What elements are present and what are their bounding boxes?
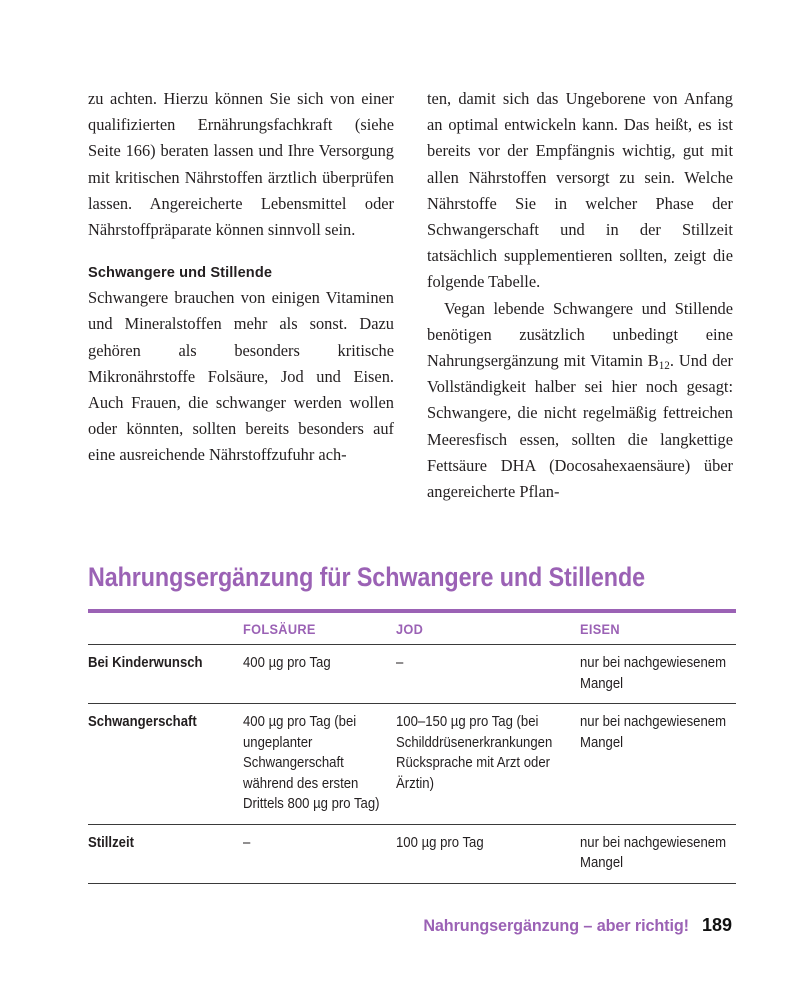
column-header-phase: [88, 611, 243, 645]
cell-jod: –: [396, 645, 580, 704]
paragraph-right-1: ten, damit sich das Ungeborene von Anfang an optimal entwickeln kann. Das heißt, es ist bereits vor der Empfängnis wichtig, gut mit allen Nährstoffen versorgt zu sein. Welche Nährstoffe Sie in welcher Phase der Schwangerschaft und in der Stillzeit tatsächlich supplementieren sollten, zeigt die folgende Tabelle.: [427, 89, 733, 292]
column-right: [427, 86, 733, 505]
footer-chapter-title: Nahrungsergänzung – aber richtig!: [423, 917, 689, 935]
table-header-row: [88, 611, 736, 645]
table-container: [88, 609, 736, 884]
column-header-folsaeure: FOLSÄURE: [243, 611, 396, 645]
table-row: [88, 645, 736, 704]
cell-folsaeure: 400 µg pro Tag (bei ungeplanter Schwangerschaft während des ersten Drittels 800 µg pro Tag): [243, 704, 396, 825]
cell-folsaeure: –: [243, 824, 396, 883]
cell-jod: 100 µg pro Tag: [396, 824, 580, 883]
row-label: Stillzeit: [88, 824, 243, 883]
supplement-table: [88, 609, 736, 884]
table-row: [88, 824, 736, 883]
column-header-eisen: EISEN: [580, 611, 736, 645]
subscript-twelve: 12: [658, 360, 670, 373]
table-row: [88, 704, 736, 825]
paragraph-left-2: Schwangere brauchen von einigen Vitaminen und Mineralstoffen mehr als sonst. Dazu gehören als besonders kritische Mikronährstoffe Folsäure, Jod und Eisen. Auch Frauen, die schwanger werden wollen oder könnten, sollten bereits besonders auf eine ausreichende Nährstoffzufuhr ach-: [88, 288, 394, 465]
cell-eisen: nur bei nachgewiesenem Mangel: [580, 824, 736, 883]
subheading-schwangere-und-stillende: Schwangere und Stillende: [88, 265, 273, 282]
cell-eisen: nur bei nachgewiesenem Mangel: [580, 704, 736, 825]
paragraph-right-2-part-1: Vegan lebende Schwangere und Stillende benötigen zusätzlich unbedingt eine Nahrungsergänzung mit Vitamin B: [427, 298, 733, 371]
paragraph-left-1: zu achten. Hierzu können Sie sich von einer qualifizierten Ernährungsfachkraft (siehe Seite 166) beraten lassen und Ihre Versorgung mit kritischen Nährstoffen ärztlich überprüfen lassen. Angereicherte Lebensmittel oder Nährstoffpräparate können sinnvoll sein.: [88, 89, 394, 240]
cell-eisen: nur bei nachgewiesenem Mangel: [580, 645, 736, 704]
cell-jod: 100–150 µg pro Tag (bei Schilddrüsenerkrankungen Rücksprache mit Arzt oder Ärztin): [396, 704, 580, 825]
column-left: [88, 86, 394, 505]
page-footer: [423, 915, 732, 936]
paragraph-right-2-part-2: . Und der Vollständigkeit halber sei hier noch gesagt: Schwangere, die nicht regelmäßig fettreichen Meeresfisch essen, sollten die langkettige Fettsäure DHA (Docosahexaensäure) über angereicherte Pflan-: [427, 351, 733, 502]
table-body: [88, 645, 736, 884]
column-header-jod: JOD: [396, 611, 580, 645]
row-label: Schwangerschaft: [88, 704, 243, 825]
body-columns: [88, 86, 733, 505]
row-label: Bei Kinderwunsch: [88, 645, 243, 704]
paragraph-right-2: [427, 296, 733, 506]
page-number: 189: [701, 915, 732, 935]
cell-folsaeure: 400 µg pro Tag: [243, 645, 396, 704]
table-header: [88, 611, 736, 645]
table-title: Nahrungsergänzung für Schwangere und Stillende: [88, 562, 645, 592]
